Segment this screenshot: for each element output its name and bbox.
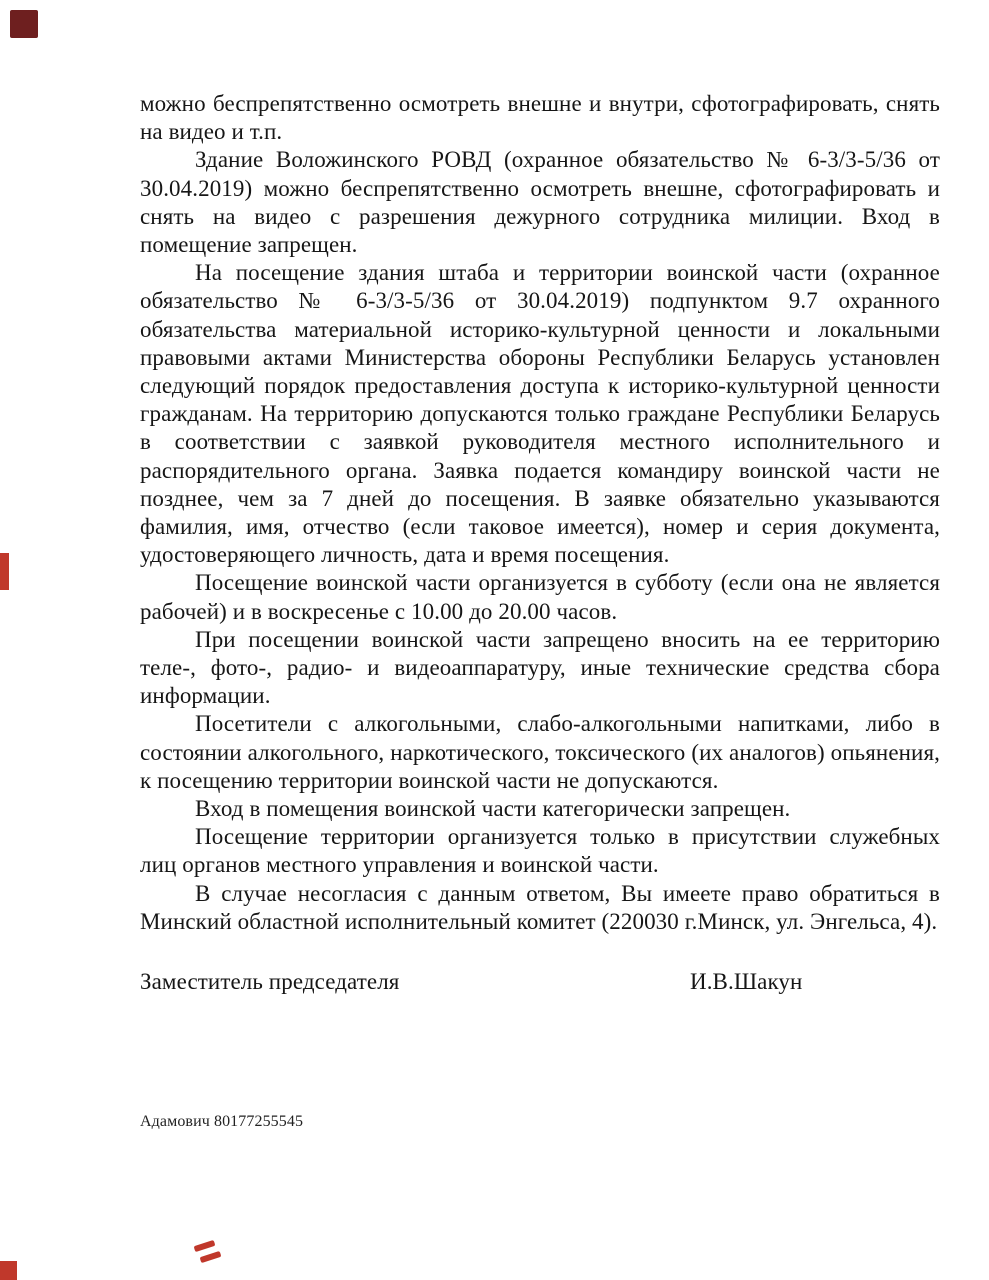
scan-artifact-top-left bbox=[10, 10, 38, 38]
body-paragraph-9: В случае несогласия с данным ответом, Вы имеете право обратиться в Минский областной исполнительный комитет (220030 г.Минск, ул. Энгельса, 4). bbox=[140, 880, 940, 934]
body-paragraph-2: Здание Воложинского РОВД (охранное обязательство № 6-3/3-5/36 от 30.04.2019) можно беспрепятственно осмотреть внешне, сфотографировать и снять на видео с разрешения дежурного сотрудника милиции. Вход в помещение запрещен. bbox=[140, 147, 940, 258]
signature-title: Заместитель председателя bbox=[140, 969, 400, 995]
body-paragraph-8: Посещение территории организуется только в присутствии служебных лиц органов местного управления и воинской части. bbox=[140, 824, 940, 878]
body-paragraph-5: При посещении воинской части запрещено вносить на ее территорию теле-, фото-, радио- и видеоаппаратуру, иные технические средства сбора информации. bbox=[140, 626, 940, 709]
signature-row bbox=[140, 968, 940, 997]
scan-artifact-bottom-dash bbox=[200, 1251, 222, 1263]
scan-artifact-bottom-left-corner bbox=[0, 1261, 17, 1280]
body-paragraph-7: Вход в помещения воинской части категорически запрещен. bbox=[195, 796, 791, 822]
body-paragraph-1: можно беспрепятственно осмотреть внешне и внутри, сфотографировать, снять на видео и т.п. bbox=[140, 91, 940, 145]
body-paragraph-6: Посетители с алкогольными, слабо-алкогольными напитками, либо в состоянии алкогольного, наркотического, токсического (их аналогов) опьянения, к посещению территории воинской части не допускаются. bbox=[140, 711, 940, 793]
body-paragraph-3: На посещение здания штаба и территории воинской части (охранное обязательство № 6-3/3-5/36 от 30.04.2019) подпунктом 9.7 охранного обязательства материальной историко-культурной ценности и локальными правовыми актами Министерства обороны Республики Беларусь установлен следующий порядок предоставления доступа к историко-культурной ценности гражданам. На территорию допускаются только граждане Республики Беларусь в соответствии с заявкой руководителя местного исполнительного и распорядительного органа. Заявка подается командиру воинской части не позднее, чем за 7 дней до посещения. В заявке обязательно указываются фамилия, имя, отчество (если таковое имеется), номер и серия документа, удостоверяющего личность, дата и время посещения. bbox=[140, 260, 940, 568]
signature-name: И.В.Шакун bbox=[690, 969, 803, 995]
body-paragraph-4: Посещение воинской части организуется в субботу (если она не является рабочей) и в воскресенье с 10.00 до 20.00 часов. bbox=[140, 570, 940, 624]
footer-contact: Адамович 80177255545 bbox=[140, 1113, 304, 1131]
document-body bbox=[140, 90, 940, 1132]
scan-artifact-left-edge bbox=[0, 553, 9, 590]
scan-artifact-bottom-dash bbox=[194, 1240, 216, 1252]
